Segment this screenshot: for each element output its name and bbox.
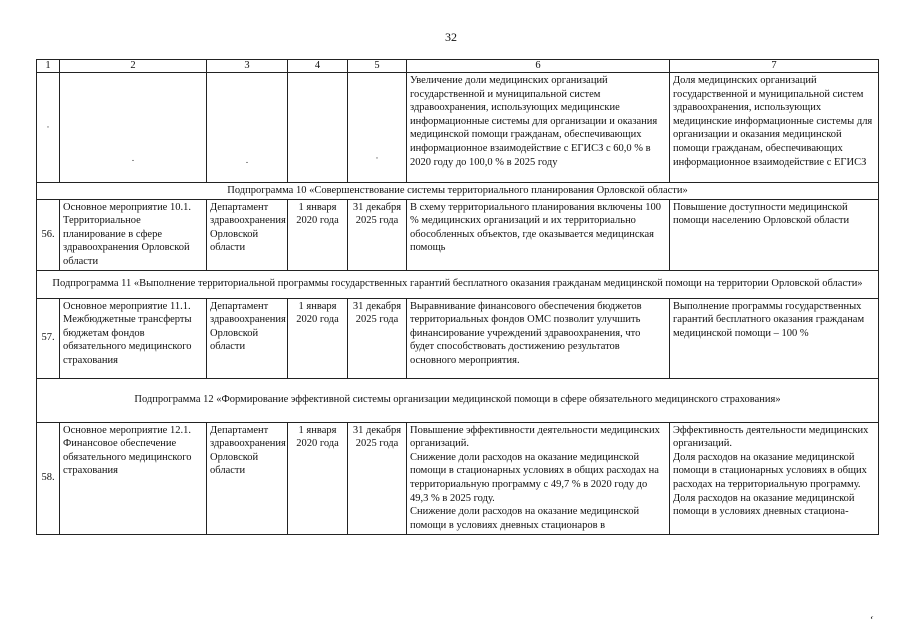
row-57-start: 1 января 2020 года	[288, 298, 348, 378]
row-num-cell: ·	[37, 73, 60, 183]
subprogram-11-title: Подпрограмма 11 «Выполнение территориальной программы государственных гарантий бесплатного оказания гражданам медицинской помощи на территории Орловской области»	[37, 270, 879, 298]
subprogram-10-row	[37, 183, 879, 200]
row-56-number: 56.	[37, 199, 60, 270]
row-57-end: 31 декабря 2025 года	[348, 298, 407, 378]
row-57-result: Выравнивание финансового обеспечения бюджетов территориальных фондов ОМС позволит улучшить финансирование учреждений здравоохранения, что будет способствовать достижению результатов основного мероприятия.	[407, 298, 670, 378]
row-58-executor: Департамент здравоохранения Орловской области	[207, 422, 288, 534]
table-row-57	[37, 298, 879, 378]
row-56-indicator: Повышение доступности медицинской помощи населению Орловской области	[670, 199, 879, 270]
header-col-5: 5	[348, 60, 407, 73]
activity-cell: .	[60, 73, 207, 183]
subprogram-11-row	[37, 270, 879, 298]
end-cell: ·	[348, 73, 407, 183]
row-57-activity: Основное мероприятие 11.1. Межбюджетные трансферты бюджетам фондов обязательного медицинского страхования	[60, 298, 207, 378]
header-col-2: 2	[60, 60, 207, 73]
row-58-activity: Основное мероприятие 12.1. Финансовое обеспечение обязательного медицинского страхования	[60, 422, 207, 534]
row-58-result-line-1: Повышение эффективности деятельности медицинских организаций.	[410, 424, 660, 450]
row-57-executor: Департамент здравоохранения Орловской области	[207, 298, 288, 378]
subprogram-10-title: Подпрограмма 10 «Совершенствование системы территориального планирования Орловской области»	[37, 183, 879, 200]
row-58-indicator-line-2: Доля расходов на оказание медицинской помощи в стационарных условиях в общих расходах на территориальную программу.	[673, 451, 867, 490]
row-56-executor: Департамент здравоохранения Орловской области	[207, 199, 288, 270]
executor-cell: .	[207, 73, 288, 183]
indicator-cell: Доля медицинских организаций государственной и муниципальной систем здравоохранения, использующих медицинские информационные системы для организации и оказания медицинской помощи гражданам, обеспечивающих информационное взаимодействие с ЕГИСЗ	[670, 73, 879, 183]
subprogram-12-row	[37, 378, 879, 422]
result-cell: Увеличение доли медицинских организаций государственной и муниципальной систем здравоохранения, использующих медицинские информационные системы для организации и оказания медицинской помощи гражданам, обеспечивающих информационное взаимодействие с ЕГИСЗ с 60,0 % в 2020 году до 100,0 % в 2025 году	[407, 73, 670, 183]
subprogram-12-title: Подпрограмма 12 «Формирование эффективной системы организации медицинской помощи в сфере обязательного медицинского страхования»	[37, 378, 879, 422]
row-56-end: 31 декабря 2025 года	[348, 199, 407, 270]
row-58-result-line-2: Снижение доли расходов на оказание медицинской помощи в стационарных условиях в общих расходах на территориальную программу с 49,7 % в 2020 году до 49,3 % в 2025 году.	[410, 451, 659, 504]
table-row-58	[37, 422, 879, 534]
header-col-4: 4	[288, 60, 348, 73]
corner-mark: ʻ	[867, 613, 875, 627]
row-57-indicator: Выполнение программы государственных гарантий бесплатного оказания гражданам медицинской помощи – 100 %	[670, 298, 879, 378]
row-58-result	[407, 422, 670, 534]
header-col-1: 1	[37, 60, 60, 73]
row-58-start: 1 января 2020 года	[288, 422, 348, 534]
row-58-indicator	[670, 422, 879, 534]
row-58-indicator-line-3: Доля расходов на оказание медицинской помощи в условиях дневных стациона-	[673, 492, 855, 518]
row-58-result-line-3: Снижение доли расходов на оказание медицинской помощи в условиях дневных стационаров в	[410, 506, 640, 531]
header-col-6: 6	[407, 60, 670, 73]
table-row-56	[37, 199, 879, 270]
row-58-end: 31 декабря 2025 года	[348, 422, 407, 534]
page-number: 32	[445, 30, 457, 44]
start-cell	[288, 73, 348, 183]
program-table	[36, 59, 879, 535]
row-56-result: В схему территориального планирования включены 100 % медицинских организаций и их территориально обособленных объектов, где оказывается медицинская помощь	[407, 199, 670, 270]
row-58-number: 58.	[37, 422, 60, 534]
row-58-indicator-line-1: Эффективность деятельности медицинских организаций.	[673, 424, 869, 450]
header-row	[37, 60, 879, 73]
row-56-activity: Основное мероприятие 10.1. Территориальное планирование в сфере здравоохранения Орловской области	[60, 199, 207, 270]
header-col-3: 3	[207, 60, 288, 73]
header-col-7: 7	[670, 60, 879, 73]
row-57-number: 57.	[37, 298, 60, 378]
row-56-start: 1 января 2020 года	[288, 199, 348, 270]
table-row-continued	[37, 73, 879, 183]
